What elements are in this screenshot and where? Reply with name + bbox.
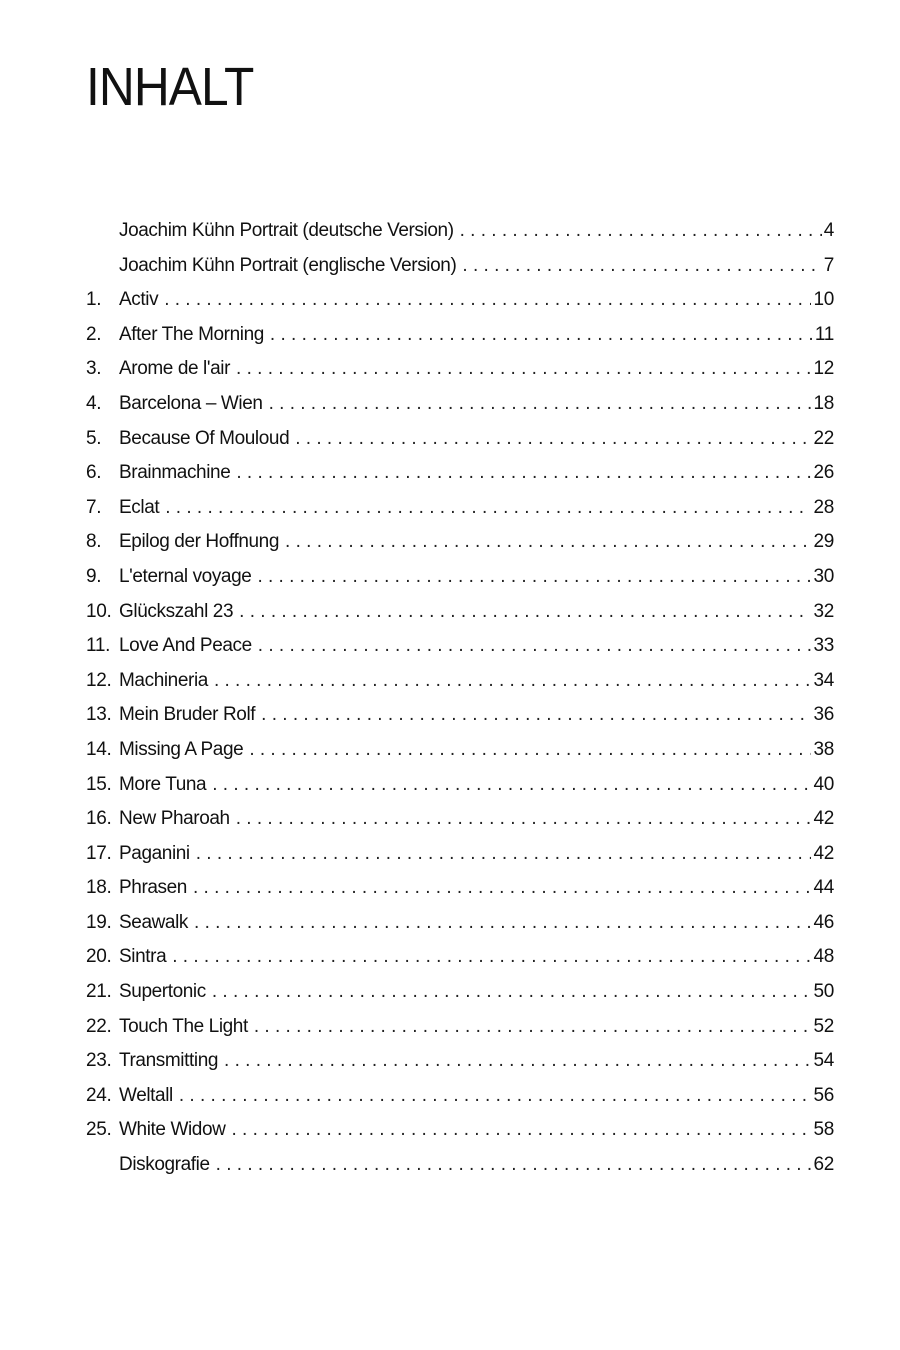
toc-entry[interactable]	[86, 1148, 834, 1183]
toc-entry-number: 6.	[86, 462, 102, 484]
toc-entry-title: Weltall	[119, 1084, 173, 1106]
toc-entry-title: Joachim Kühn Portrait (englische Version)	[119, 254, 457, 276]
toc-entry-title: Paganini	[119, 842, 190, 864]
toc-entry-number: 21.	[86, 981, 112, 1003]
toc-entry[interactable]	[86, 214, 834, 249]
toc-entry-title: Epilog der Hoffnung	[119, 531, 280, 553]
dot-leader	[214, 664, 812, 699]
toc-entry-number: 4.	[86, 392, 102, 414]
toc-entry-page: 46	[813, 911, 834, 933]
toc-entry-title: Joachim Kühn Portrait (deutsche Version)	[119, 220, 454, 241]
toc-entry-page: 44	[813, 877, 834, 899]
toc-entry-number: 20.	[86, 946, 112, 968]
dot-leader	[212, 768, 811, 803]
dot-leader	[236, 456, 811, 491]
toc-entry-page: 56	[813, 1084, 834, 1106]
toc-entry[interactable]	[86, 802, 834, 837]
toc-entry[interactable]	[86, 249, 834, 284]
toc-entry-title: Glückszahl 23	[119, 600, 234, 622]
dot-leader	[216, 1148, 812, 1183]
toc-entry-title: Love And Peace	[119, 635, 252, 657]
toc-entry[interactable]	[86, 906, 834, 941]
toc-entry[interactable]	[86, 768, 834, 803]
toc-entry-page: 30	[813, 565, 834, 587]
toc-entry-page: 52	[813, 1015, 834, 1037]
dot-leader	[172, 940, 811, 975]
toc-entry[interactable]	[86, 422, 834, 457]
toc-entry-page: 38	[813, 738, 834, 760]
toc-entry-title: New Pharoah	[119, 808, 230, 830]
toc-entry[interactable]	[86, 525, 834, 560]
toc-entry[interactable]	[86, 560, 834, 595]
toc-entry-page: 18	[813, 392, 834, 414]
toc-entry-number: 25.	[86, 1119, 112, 1141]
toc-entry-page: 33	[813, 635, 834, 657]
toc-entry-page: 34	[813, 669, 834, 691]
toc-entry-title: Seawalk	[119, 911, 189, 933]
dot-leader	[261, 698, 811, 733]
toc-entry-page: 36	[813, 704, 834, 726]
toc-entry[interactable]	[86, 283, 834, 318]
toc-entry-title: Brainmachine	[119, 462, 231, 484]
toc-entry-page: 42	[813, 808, 834, 830]
toc-entry-page: 12	[813, 358, 834, 380]
dot-leader	[231, 1113, 811, 1148]
toc-entry-number: 15.	[86, 773, 112, 795]
toc-entry-page: 10	[813, 289, 834, 311]
toc-entry-title: Machineria	[119, 669, 208, 691]
dot-leader	[165, 491, 811, 526]
toc-entry-title: More Tuna	[119, 773, 207, 795]
dot-leader	[258, 629, 812, 664]
toc-entry[interactable]	[86, 1010, 834, 1045]
toc-entry[interactable]	[86, 1044, 834, 1079]
toc-entry-page: 32	[813, 600, 834, 622]
toc-entry-number: 7.	[86, 496, 102, 518]
dot-leader	[194, 906, 811, 941]
toc-entry[interactable]	[86, 664, 834, 699]
toc-entry-page: 62	[813, 1154, 834, 1176]
toc-entry-title: Sintra	[119, 946, 167, 968]
toc-entry-number: 13.	[86, 704, 112, 726]
dot-leader	[462, 249, 821, 284]
toc-entry-number: 24.	[86, 1084, 112, 1106]
dot-leader	[239, 595, 811, 630]
toc-entry-number: 16.	[86, 808, 112, 830]
toc-entry-number: 10.	[86, 600, 112, 622]
toc-entry[interactable]	[86, 491, 834, 526]
dot-leader	[295, 422, 811, 457]
toc-entry[interactable]	[86, 595, 834, 630]
dot-leader	[269, 387, 812, 422]
dot-leader	[249, 733, 811, 768]
toc-entry-number: 3.	[86, 358, 102, 380]
dot-leader	[179, 1079, 812, 1114]
toc-entry-title: Because Of Mouloud	[119, 427, 290, 449]
toc-entry-number: 2.	[86, 323, 102, 345]
toc-entry-title: Diskografie	[119, 1154, 210, 1176]
toc-entry[interactable]	[86, 629, 834, 664]
toc-entry-title: Mein Bruder Rolf	[119, 704, 256, 726]
toc-entry[interactable]	[86, 871, 834, 906]
toc-entry-page: 7	[823, 254, 834, 276]
toc-entry-number: 11.	[86, 635, 111, 657]
dot-leader	[285, 525, 811, 560]
toc-entry[interactable]	[86, 698, 834, 733]
toc-entry-number: 22.	[86, 1015, 112, 1037]
dot-leader	[224, 1044, 811, 1079]
toc-entry-number: 1.	[86, 289, 102, 311]
toc-entry-title: Eclat	[119, 496, 160, 518]
toc-entry-number: 9.	[86, 565, 102, 587]
toc-entry-page: 42	[813, 842, 834, 864]
toc-entry[interactable]	[86, 318, 834, 353]
toc-entry-title: Supertonic	[119, 981, 206, 1003]
page-title: INHALT	[86, 57, 254, 117]
toc-entry-page: 58	[813, 1119, 834, 1141]
toc-entry-page: 54	[813, 1050, 834, 1072]
dot-leader	[236, 352, 811, 387]
toc-entry-title: Missing A Page	[119, 738, 244, 760]
toc-entry-page: 26	[813, 462, 834, 484]
toc-entry-number: 12.	[86, 669, 112, 691]
toc-entry-title: Activ	[119, 289, 159, 311]
toc-entry[interactable]	[86, 975, 834, 1010]
toc-entry-title: L'eternal voyage	[119, 565, 252, 587]
toc-entry-number: 19.	[86, 911, 112, 933]
toc-entry[interactable]	[86, 940, 834, 975]
toc-entry-title: Arome de l'air	[119, 358, 231, 380]
toc-entry-number: 17.	[86, 842, 112, 864]
toc-entry-page: 40	[813, 773, 834, 795]
toc-entry-number: 5.	[86, 427, 102, 449]
toc-entry-number: 23.	[86, 1050, 112, 1072]
toc-entry[interactable]	[86, 387, 834, 422]
toc-entry-title: Barcelona – Wien	[119, 392, 263, 414]
toc-entry-number: 14.	[86, 738, 112, 760]
dot-leader	[164, 283, 811, 318]
dot-leader	[193, 871, 811, 906]
table-of-contents	[86, 214, 834, 1183]
toc-entry-page: 11	[814, 323, 834, 345]
toc-entry[interactable]	[86, 733, 834, 768]
dot-leader	[254, 1010, 812, 1045]
toc-entry-title: Phrasen	[119, 877, 187, 899]
dot-leader	[196, 837, 812, 872]
dot-leader	[236, 802, 812, 837]
toc-entry[interactable]	[86, 837, 834, 872]
dot-leader	[270, 318, 813, 353]
toc-entry-title: After The Morning	[119, 323, 264, 345]
toc-entry[interactable]	[86, 352, 834, 387]
toc-entry-page: 48	[813, 946, 834, 968]
toc-entry[interactable]	[86, 1079, 834, 1114]
dot-leader	[460, 214, 822, 249]
toc-entry-title: White Widow	[119, 1119, 226, 1141]
dot-leader	[257, 560, 811, 595]
toc-entry-page: 29	[813, 531, 834, 553]
toc-entry-number: 18.	[86, 877, 112, 899]
toc-entry[interactable]	[86, 1113, 834, 1148]
toc-entry-title: Transmitting	[119, 1050, 219, 1072]
toc-entry[interactable]	[86, 456, 834, 491]
toc-entry-page: 22	[813, 427, 834, 449]
toc-entry-page: 28	[813, 496, 834, 518]
toc-entry-number: 8.	[86, 531, 102, 553]
toc-entry-page: 50	[813, 981, 834, 1003]
dot-leader	[212, 975, 812, 1010]
toc-entry-title: Touch The Light	[119, 1015, 248, 1037]
toc-entry-page: 4	[823, 220, 834, 241]
